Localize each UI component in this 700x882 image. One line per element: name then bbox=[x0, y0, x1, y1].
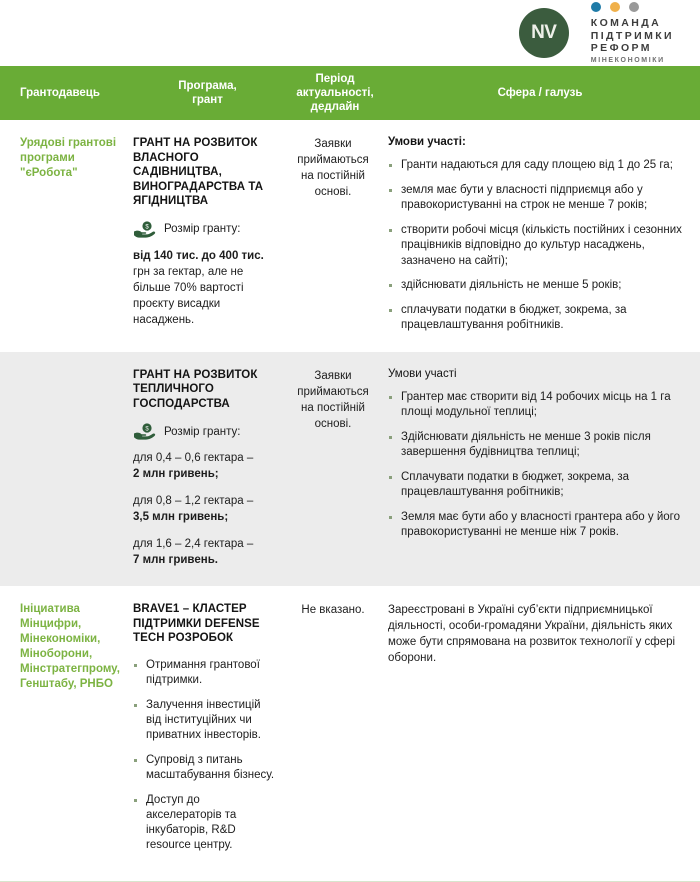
dot-blue-icon bbox=[591, 2, 601, 12]
column-header-period-line3: дедлайн bbox=[310, 101, 360, 113]
column-header-program-line1: Програма, bbox=[178, 80, 237, 92]
column-header-period bbox=[290, 66, 380, 120]
list-item: Супровід з питань масштабування бізнесу. bbox=[133, 753, 278, 783]
cell-grantor bbox=[0, 602, 125, 692]
cell-sphere bbox=[380, 368, 700, 541]
list-item: Доступ до акселераторів та інкубаторів, R&D resource центру. bbox=[133, 793, 278, 853]
list-item: земля має бути у власності підприємця або у правокористуванні на строк не менше 7 років; bbox=[388, 183, 682, 214]
footer-divider bbox=[0, 881, 700, 882]
conditions-title: Умови участі: bbox=[388, 136, 466, 148]
program-title: ГРАНТ НА РОЗВИТОК ВЛАСНОГО САДІВНИЦТВА, ВИНОГРАДАРСТВА ТА ЯГІДНИЦТВА bbox=[133, 137, 264, 207]
brand-header bbox=[0, 0, 700, 66]
program-title: BRAVE1 – КЛАСТЕР ПІДТРИМКИ DEFENSE TECH РОЗРОБОК bbox=[133, 603, 260, 644]
amount-range: для 0,4 – 0,6 гектара – bbox=[133, 452, 254, 464]
list-item: здійснювати діяльність не менше 5 років; bbox=[388, 278, 682, 294]
column-header-period-line1: Період bbox=[315, 73, 355, 85]
period-text: Не вказано. bbox=[301, 604, 365, 616]
cell-grantor bbox=[0, 136, 125, 181]
column-header-grantor: Грантодавець bbox=[20, 87, 100, 99]
grant-size-label: Розмір гранту: bbox=[164, 425, 241, 438]
table-row bbox=[0, 352, 700, 587]
hand-coin-icon bbox=[133, 221, 157, 238]
table-row bbox=[0, 586, 700, 881]
hand-coin-icon bbox=[133, 423, 157, 440]
svg-text:$: $ bbox=[145, 224, 149, 231]
grant-amount-rest: грн за гектар, але не більше 70% вартості проєкту висадки насаджень. bbox=[133, 265, 244, 326]
amount-block bbox=[133, 536, 278, 568]
grant-size-header bbox=[133, 221, 278, 238]
conditions-list bbox=[388, 158, 682, 334]
period-text: Заявки приймаються на постійній основі. bbox=[297, 138, 369, 198]
kpr-line-1: КОМАНДА bbox=[590, 17, 662, 30]
list-item: Сплачувати податки в бюджет, зокрема, за працевлаштування робітників; bbox=[388, 470, 682, 501]
program-title: ГРАНТ НА РОЗВИТОК ТЕПЛИЧНОГО ГОСПОДАРСТВА bbox=[133, 368, 258, 410]
cell-sphere bbox=[380, 136, 700, 334]
column-header-program bbox=[125, 73, 290, 113]
table-row bbox=[0, 120, 700, 352]
cell-period bbox=[290, 602, 380, 618]
dot-gray-icon bbox=[629, 2, 639, 12]
grant-amount bbox=[133, 450, 278, 568]
list-item: створити робочі місця (кількість постійних і сезонних працівників відповідно до культур насаджень, зазначено на сайті); bbox=[388, 223, 682, 270]
cell-sphere bbox=[380, 602, 700, 666]
program-benefits-list bbox=[133, 658, 278, 853]
column-header-program-line2: грант bbox=[192, 94, 223, 106]
kpr-line-3: РЕФОРМ bbox=[590, 42, 652, 55]
cell-program bbox=[125, 368, 290, 569]
list-item: Грантер має створити від 14 робочих місць на 1 га площі модульної теплиці; bbox=[388, 390, 682, 421]
grant-amount bbox=[133, 248, 278, 328]
grant-size-label: Розмір гранту: bbox=[164, 223, 241, 235]
svg-text:$: $ bbox=[145, 426, 149, 433]
list-item: Гранти надаються для саду площею від 1 до 25 га; bbox=[388, 158, 682, 174]
cell-program bbox=[125, 602, 290, 863]
conditions-title: Умови участі bbox=[388, 367, 457, 380]
amount-value: 7 млн гривень. bbox=[133, 554, 218, 566]
amount-range: для 1,6 – 2,4 гектара – bbox=[133, 538, 254, 550]
grant-size-header bbox=[133, 423, 278, 440]
list-item: Здійснювати діяльність не менше 3 років після завершення будівництва теплиці; bbox=[388, 430, 682, 461]
kpr-dots bbox=[591, 2, 674, 12]
nv-logo bbox=[519, 8, 569, 58]
grant-amount-bold: від 140 тис. до 400 тис. bbox=[133, 249, 264, 262]
grantor-name: Урядові грантові програми "єРобота" bbox=[20, 137, 117, 179]
cell-period bbox=[290, 136, 380, 200]
sphere-text: Зареєстровані в Україні суб’єкти підприємницької діяльності, особи-громадяни України, діяльність яких може бути спрямована на розвиток технології у сфері оборони. bbox=[388, 604, 676, 664]
table-header-row bbox=[0, 66, 700, 120]
cell-period bbox=[290, 368, 380, 432]
list-item: Земля має бути або у власності грантера або у його правокористуванні не менше ніж 7 років. bbox=[388, 510, 682, 541]
list-item: Залучення інвестицій від інституційних чи приватних інвесторів. bbox=[133, 698, 278, 743]
cell-program bbox=[125, 136, 290, 328]
amount-value: 3,5 млн гривень; bbox=[133, 511, 229, 523]
column-header-period-line2: актуальності, bbox=[296, 87, 374, 99]
conditions-list bbox=[388, 390, 682, 541]
kpr-subtitle: МІНЕКОНОМІКИ bbox=[590, 56, 665, 64]
list-item: сплачувати податки в бюджет, зокрема, за працевлаштування робітників. bbox=[388, 303, 682, 334]
nv-logo-text: NV bbox=[531, 22, 557, 43]
kpr-line-2: ПІДТРИМКИ bbox=[590, 29, 674, 42]
column-header-sphere: Сфера / галузь bbox=[497, 87, 583, 99]
kpr-logo bbox=[591, 2, 674, 64]
amount-range: для 0,8 – 1,2 гектара – bbox=[133, 495, 254, 507]
amount-value: 2 млн гривень; bbox=[133, 468, 219, 480]
dot-orange-icon bbox=[610, 2, 620, 12]
grantor-name: Ініциатива Мінцифри, Мінекономіки, Міноборони, Мінстратегпрому, Генштабу, РНБО bbox=[20, 603, 120, 690]
list-item: Отримання грантової підтримки. bbox=[133, 658, 278, 688]
amount-block bbox=[133, 450, 278, 482]
amount-block bbox=[133, 493, 278, 525]
period-text: Заявки приймаються на постійній основі. bbox=[297, 369, 369, 430]
